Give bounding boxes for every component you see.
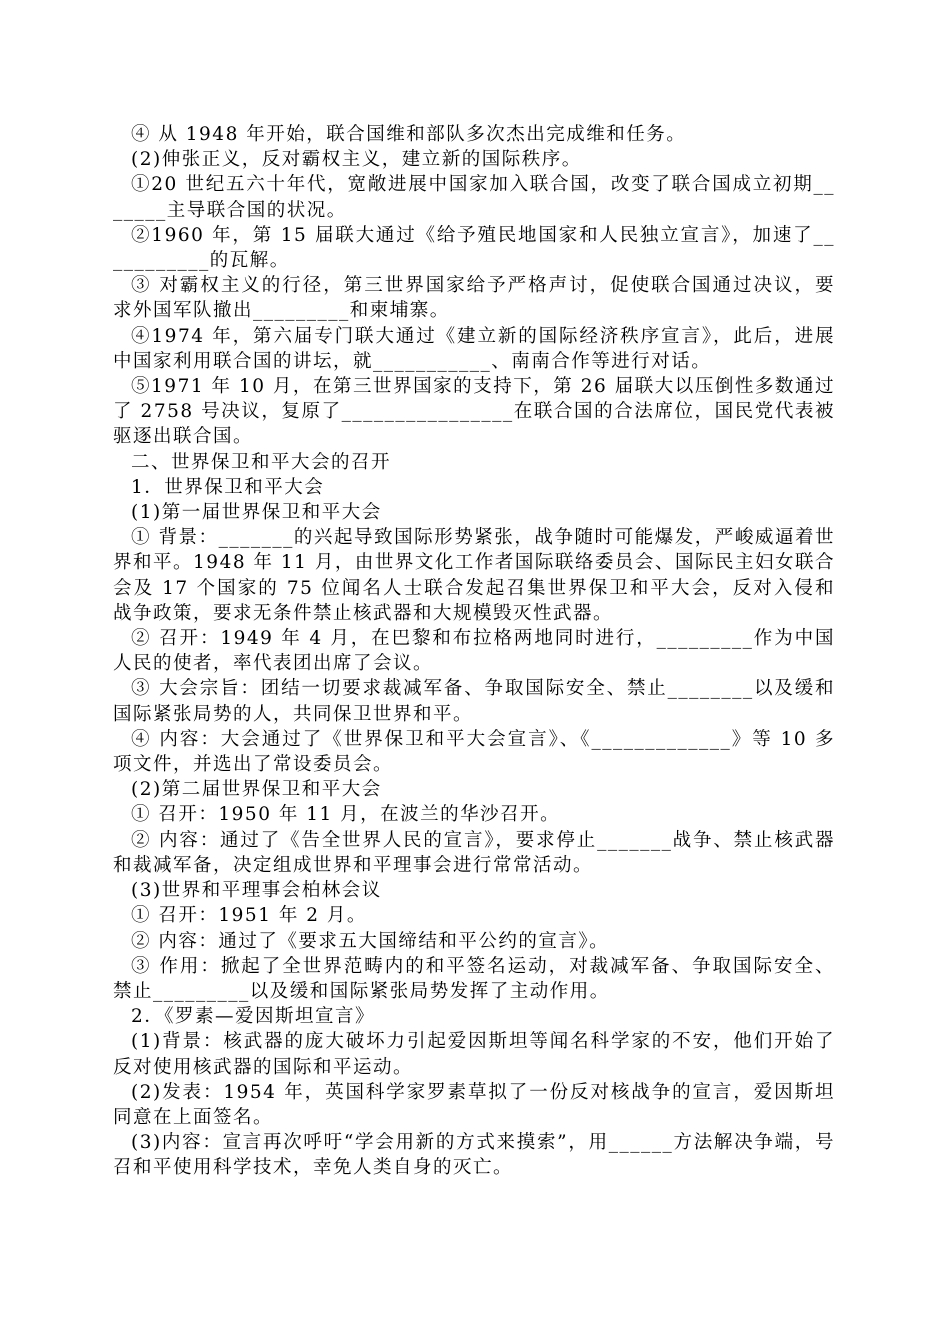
paragraph: ② 内容：通过了《告全世界人民的宣言》，要求停止_______战争、禁止核武器和裁减军备，决定组成世界和平理事会进行常常活动。 <box>113 829 835 876</box>
paragraph: ① 背景：_______的兴起导致国际形势紧张，战争随时可能爆发，严峻威逼着世界和平。1948 年 11 月，由世界文化工作者国际联络委员会、国际民主妇女联合会及 17 个国家的 75 位闻名人士联合发起召集世界保卫和平大会，反对入侵和战争政策，要求无条件禁止核武器和大规模毁灭性武器。 <box>113 527 835 624</box>
subsection-heading: 2．《罗素—爱因斯坦宣言》 <box>131 1006 376 1028</box>
paragraph: (2)第二届世界保卫和平大会 <box>131 779 382 801</box>
paragraph: ②1960 年，第 15 届联大通过《给予殖民地国家和人民独立宣言》，加速了___________的瓦解。 <box>113 224 835 272</box>
paragraph: ② 内容：通过了《要求五大国缔结和平公约的宣言》。 <box>131 930 610 952</box>
section-heading: 二、世界保卫和平大会的召开 <box>131 451 392 473</box>
paragraph: (2)发表：1954 年，英国科学家罗素草拟了一份反对核战争的宣言，爱因斯坦同意在上面签名。 <box>113 1081 835 1128</box>
paragraph: ① 召开：1951 年 2 月。 <box>131 905 367 927</box>
paragraph: (3)世界和平理事会柏林会议 <box>131 880 382 902</box>
paragraph: (1)背景：核武器的庞大破坏力引起爱因斯坦等闻名科学家的不安，他们开始了反对使用核武器的国际和平运动。 <box>113 1031 835 1078</box>
paragraph: (1)第一届世界保卫和平大会 <box>131 502 382 524</box>
paragraph: ③ 大会宗旨：团结一切要求裁减军备、争取国际安全、禁止________以及缓和国际紧张局势的人，共同保卫世界和平。 <box>113 678 835 725</box>
paragraph: ⑤1971 年 10 月，在第三世界国家的支持下，第 26 届联大以压倒性多数通过了 2758 号决议，复原了________________在联合国的合法席位，国民党代表被驱逐出联合国。 <box>113 376 835 448</box>
paragraph: (3)内容：宣言再次呼吁“学会用新的方式来摸索”，用______方法解决争端，号召和平使用科学技术，幸免人类自身的灭亡。 <box>113 1132 835 1179</box>
paragraph: ③ 对霸权主义的行径，第三世界国家给予严格声讨，促使联合国通过决议，要求外国军队撤出_________和柬埔寨。 <box>113 275 835 322</box>
paragraph: ④ 内容：大会通过了《世界保卫和平大会宣言》、《_____________》等 10 多项文件，并选出了常设委员会。 <box>113 728 835 776</box>
paragraph: (2)伸张正义，反对霸权主义，建立新的国际秩序。 <box>131 149 582 171</box>
document-body <box>113 122 835 1181</box>
subsection-heading: 1．世界保卫和平大会 <box>131 476 325 498</box>
paragraph: ①20 世纪五六十年代，宽敞进展中国家加入联合国，改变了联合国成立初期_______主导联合国的状况。 <box>113 174 835 221</box>
paragraph: ④ 从 1948 年开始，联合国维和部队多次杰出完成维和任务。 <box>131 124 687 145</box>
paragraph: ① 召开：1950 年 11 月，在波兰的华沙召开。 <box>131 804 561 826</box>
paragraph: ④1974 年，第六届专门联大通过《建立新的国际经济秩序宣言》，此后，进展中国家利用联合国的讲坛，就___________、南南合作等进行对话。 <box>113 325 835 372</box>
paragraph: ③ 作用：掀起了全世界范畴内的和平签名运动，对裁减军备、争取国际安全、禁止_________以及缓和国际紧张局势发挥了主动作用。 <box>113 955 835 1002</box>
paragraph: ② 召开：1949 年 4 月，在巴黎和布拉格两地同时进行，_________作为中国人民的使者，率代表团出席了会议。 <box>113 628 835 675</box>
